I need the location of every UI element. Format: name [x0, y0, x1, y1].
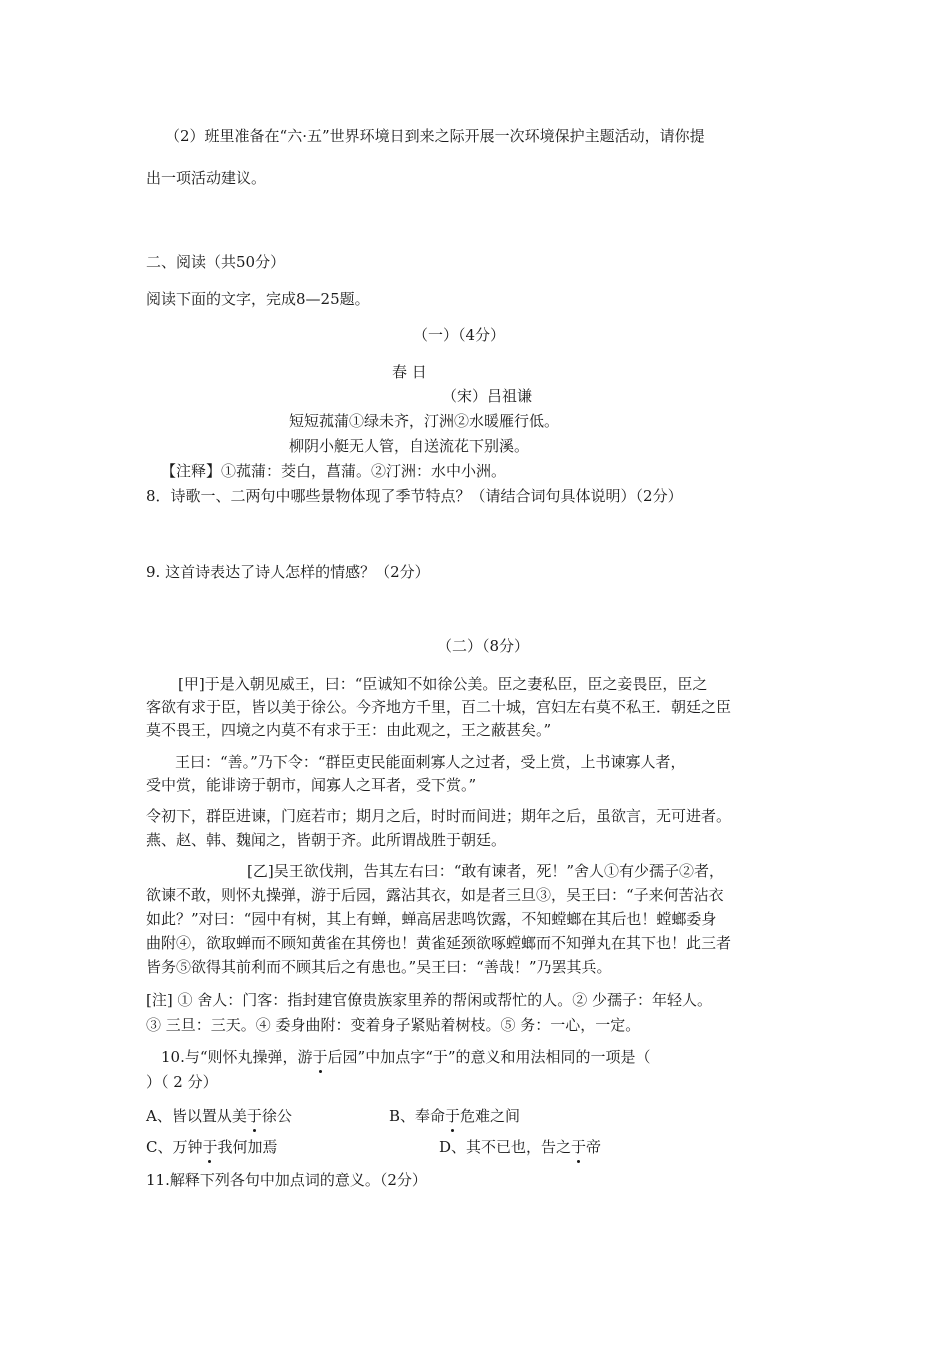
part2-heading: （二）（8分）: [437, 637, 530, 655]
passage-yi-line: [乙]吴王欲伐荆，告其左右曰：“敢有谏者，死！”舍人①有少孺子②者，: [247, 862, 725, 880]
poem-note: 【注释】①菰蒲：茭白，菖蒲。②汀洲：水中小洲。: [161, 462, 507, 480]
passage-jia-line: [甲]于是入朝见威王，曰：“臣诚知不如徐公美。臣之妻私臣，臣之妾畏臣，臣之: [178, 675, 708, 693]
option-b: B、奉命于危难之间: [389, 1107, 521, 1125]
q7-line-2: 出一项活动建议。: [146, 169, 267, 187]
passage-jia-line: 燕、赵、韩、魏闻之，皆朝于齐。此所谓战胜于朝廷。: [146, 831, 507, 849]
dotted-char: 于: [202, 1138, 218, 1156]
question-8: 8．诗歌一、二两句中哪些景物体现了季节特点？（请结合词句具体说明）（2分）: [146, 487, 683, 505]
passage-yi-line: 如此？”对曰：“园中有树，其上有蝉，蝉高居悲鸣饮露，不知螳螂在其后也！螳螂委身: [146, 910, 717, 928]
dotted-char: 于: [312, 1048, 328, 1066]
part1-heading: （一）（4分）: [413, 326, 506, 344]
passage-yi-line: 欲谏不敢，则怀丸操弹，游于后园，露沾其衣，如是者三旦③，吴王曰：“子来何苦沾衣: [146, 886, 724, 904]
option-c: C、万钟于我何加焉: [146, 1138, 278, 1156]
q7-line-1: （2）班里准备在“六·五”世界环境日到来之际开展一次环境保护主题活动，请你提: [165, 127, 705, 145]
section2-heading: 二、阅读（共50分）: [146, 253, 286, 271]
section2-intro: 阅读下面的文字，完成8—25题。: [146, 290, 370, 308]
passage-note-line: [注] ① 舍人：门客：指封建官僚贵族家里养的帮闲或帮忙的人。② 少孺子：年轻人。: [146, 991, 713, 1009]
passage-jia-line: 客欲有求于臣，皆以美于徐公。今齐地方千里，百二十城，宫妇左右莫不私王．朝廷之臣: [146, 698, 732, 716]
question-9: 9. 这首诗表达了诗人怎样的情感？（2分）: [146, 563, 430, 581]
passage-jia-line: 受中赏，能诽谤于朝市，闻寡人之耳者，受下赏。”: [146, 776, 477, 794]
passage-jia-line: 王曰：“善。”乃下令：“群臣吏民能面刺寡人之过者，受上赏，上书谏寡人者，: [175, 753, 686, 771]
question-10-stem-cont: ）（ 2 分）: [146, 1073, 218, 1091]
passage-yi-line: 皆务⑤欲得其前利而不顾其后之有患也。”吴王曰：“善哉！”乃罢其兵。: [146, 958, 612, 976]
question-11: 11.解释下列各句中加点词的意义。（2分）: [146, 1171, 427, 1189]
dotted-char: 于: [571, 1138, 587, 1156]
dotted-char: 于: [246, 1107, 262, 1125]
passage-yi-line: 曲附④，欲取蝉而不顾知黄雀在其傍也！黄雀延颈欲啄螳螂而不知弹丸在其下也！此三者: [146, 934, 732, 952]
passage-note-line: ③ 三旦：三天。④ 委身曲附：变着身子紧贴着树枝。⑤ 务：一心，一定。: [146, 1016, 641, 1034]
passage-jia-line: 令初下，群臣进谏，门庭若市；期月之后，时时而间进；期年之后，虽欲言，无可进者。: [146, 807, 732, 825]
poem-line-1: 短短菰蒲①绿未齐，汀洲②水暖雁行低。: [289, 412, 560, 430]
option-a: A、皆以置从美于徐公: [146, 1107, 292, 1125]
passage-jia-line: 莫不畏王，四境之内莫不有求于王：由此观之，王之蔽甚矣。”: [146, 721, 552, 739]
dotted-char: 于: [445, 1107, 461, 1125]
question-10-stem: 10.与“则怀丸操弹，游于后园”中加点字“于”的意义和用法相同的一项是（: [161, 1048, 651, 1066]
poem-title: 春 日: [392, 363, 427, 381]
poem-author: （宋）吕祖谦: [442, 387, 533, 405]
option-d: D、其不已也，告之于帝: [439, 1138, 602, 1156]
poem-line-2: 柳阴小艇无人管，自送流花下别溪。: [289, 437, 530, 455]
